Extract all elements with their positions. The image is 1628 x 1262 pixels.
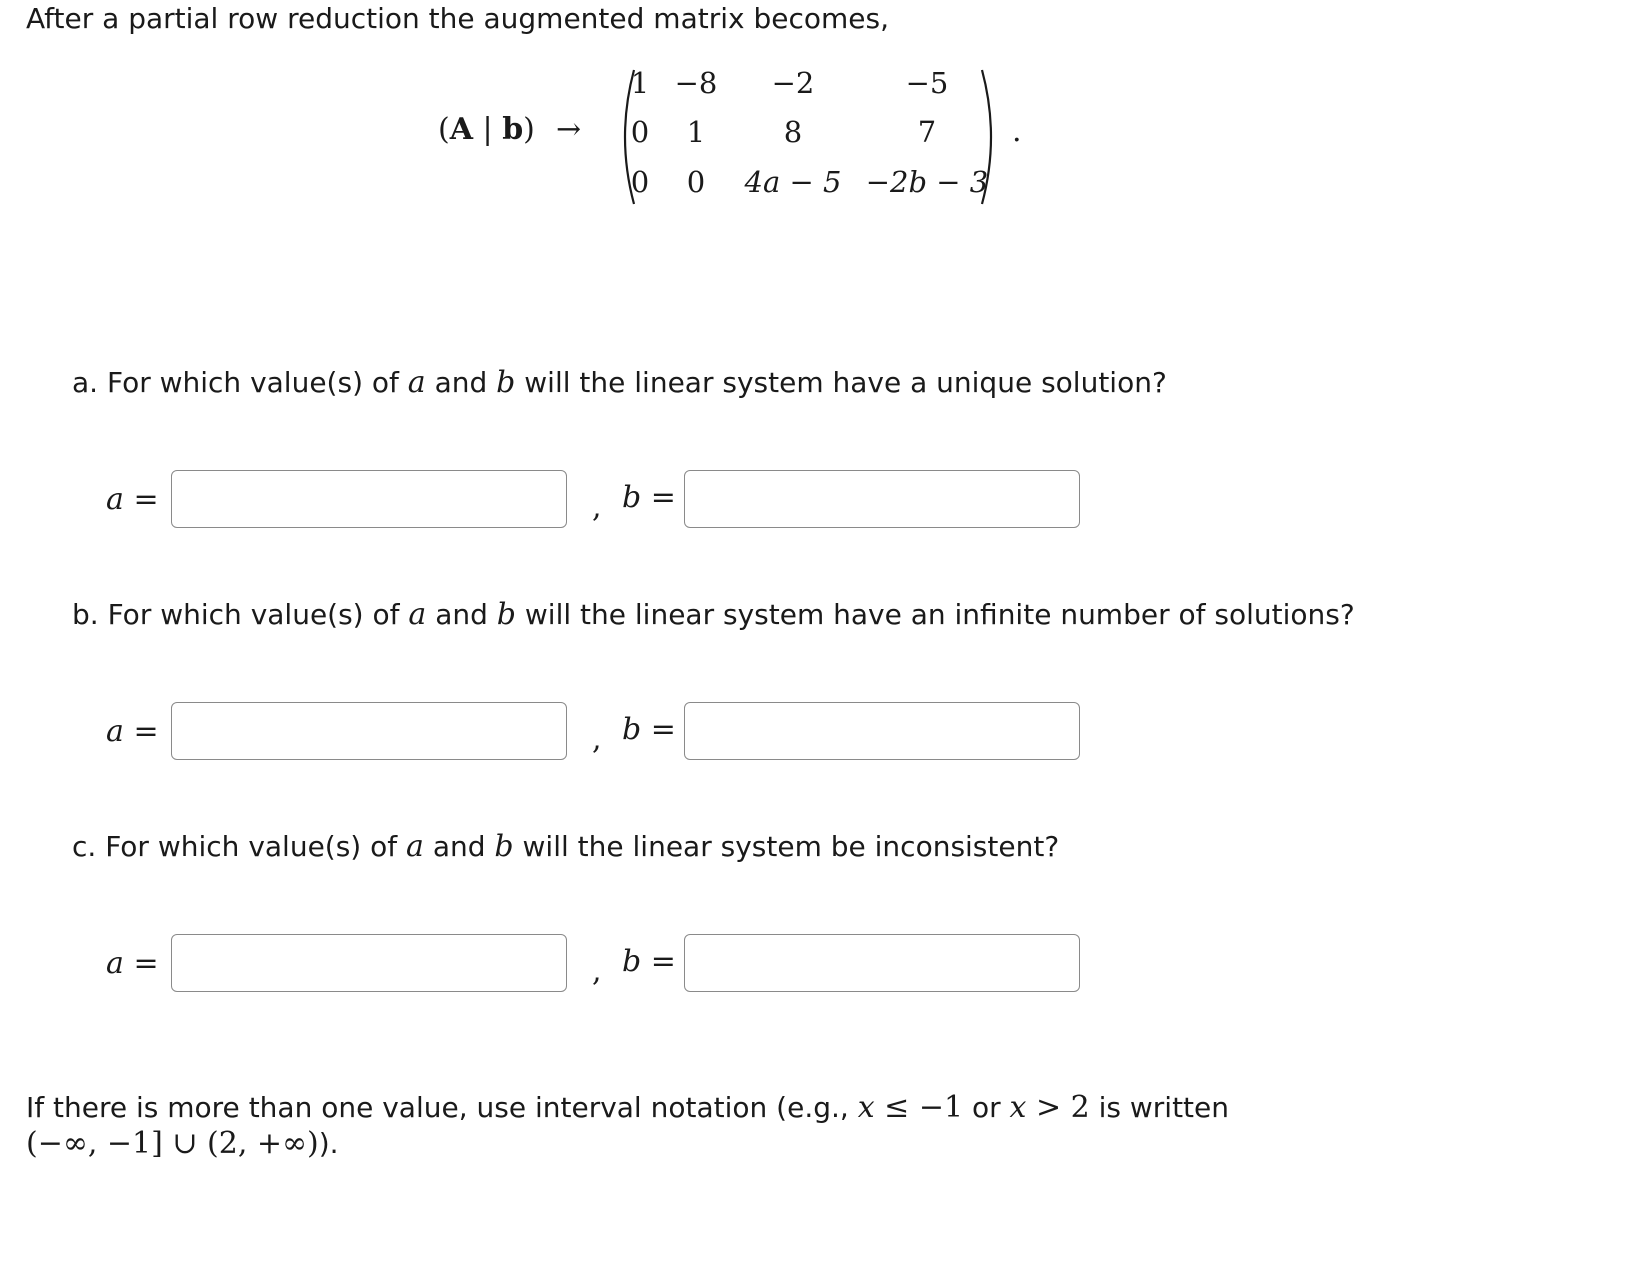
matrix-cell: 1	[686, 115, 706, 149]
answer-a-input-part-c[interactable]	[171, 934, 567, 992]
matrix-cell: 4a − 5	[744, 165, 842, 199]
matrix-cell: −2b − 3	[865, 165, 989, 199]
comma-separator: ,	[592, 954, 602, 989]
answer-b-input-part-b[interactable]	[684, 702, 1080, 760]
answer-a-input-part-a[interactable]	[171, 470, 567, 528]
matrix-cell: 0	[630, 165, 650, 199]
answer-a-input-part-b[interactable]	[171, 702, 567, 760]
matrix-cell: 8	[783, 115, 803, 149]
matrix-cell: −5	[905, 66, 949, 100]
question-b: b. For which value(s) of a and b will the linear system have an infinite number of solutions?	[72, 597, 1355, 632]
matrix-cell: −2	[771, 66, 815, 100]
matrix-period: .	[1012, 114, 1022, 149]
interval-notation-note: If there is more than one value, use interval notation (e.g., x ≤ −1 or x > 2 is written	[26, 1090, 1230, 1125]
question-c: c. For which value(s) of a and b will the linear system be inconsistent?	[72, 829, 1060, 864]
a-label: a =	[106, 482, 159, 517]
matrix-lhs: (A | b)	[438, 112, 535, 147]
answer-b-input-part-a[interactable]	[684, 470, 1080, 528]
a-label: a =	[106, 714, 159, 749]
matrix-cell: 7	[917, 115, 937, 149]
comma-separator: ,	[592, 490, 602, 525]
comma-separator: ,	[592, 722, 602, 757]
matrix-cell: 1	[630, 66, 650, 100]
intro-text: After a partial row reduction the augmented matrix becomes,	[26, 2, 889, 35]
b-label: b =	[622, 712, 676, 747]
interval-notation-example: (−∞, −1] ∪ (2, +∞)).	[26, 1126, 339, 1161]
answer-b-input-part-c[interactable]	[684, 934, 1080, 992]
matrix-cell: −8	[674, 66, 718, 100]
b-label: b =	[622, 944, 676, 979]
matrix-cell: 0	[630, 115, 650, 149]
arrow-icon: →	[556, 112, 582, 147]
b-label: b =	[622, 480, 676, 515]
question-a: a. For which value(s) of a and b will the linear system have a unique solution?	[72, 365, 1167, 400]
a-label: a =	[106, 946, 159, 981]
matrix-cell: 0	[686, 165, 706, 199]
